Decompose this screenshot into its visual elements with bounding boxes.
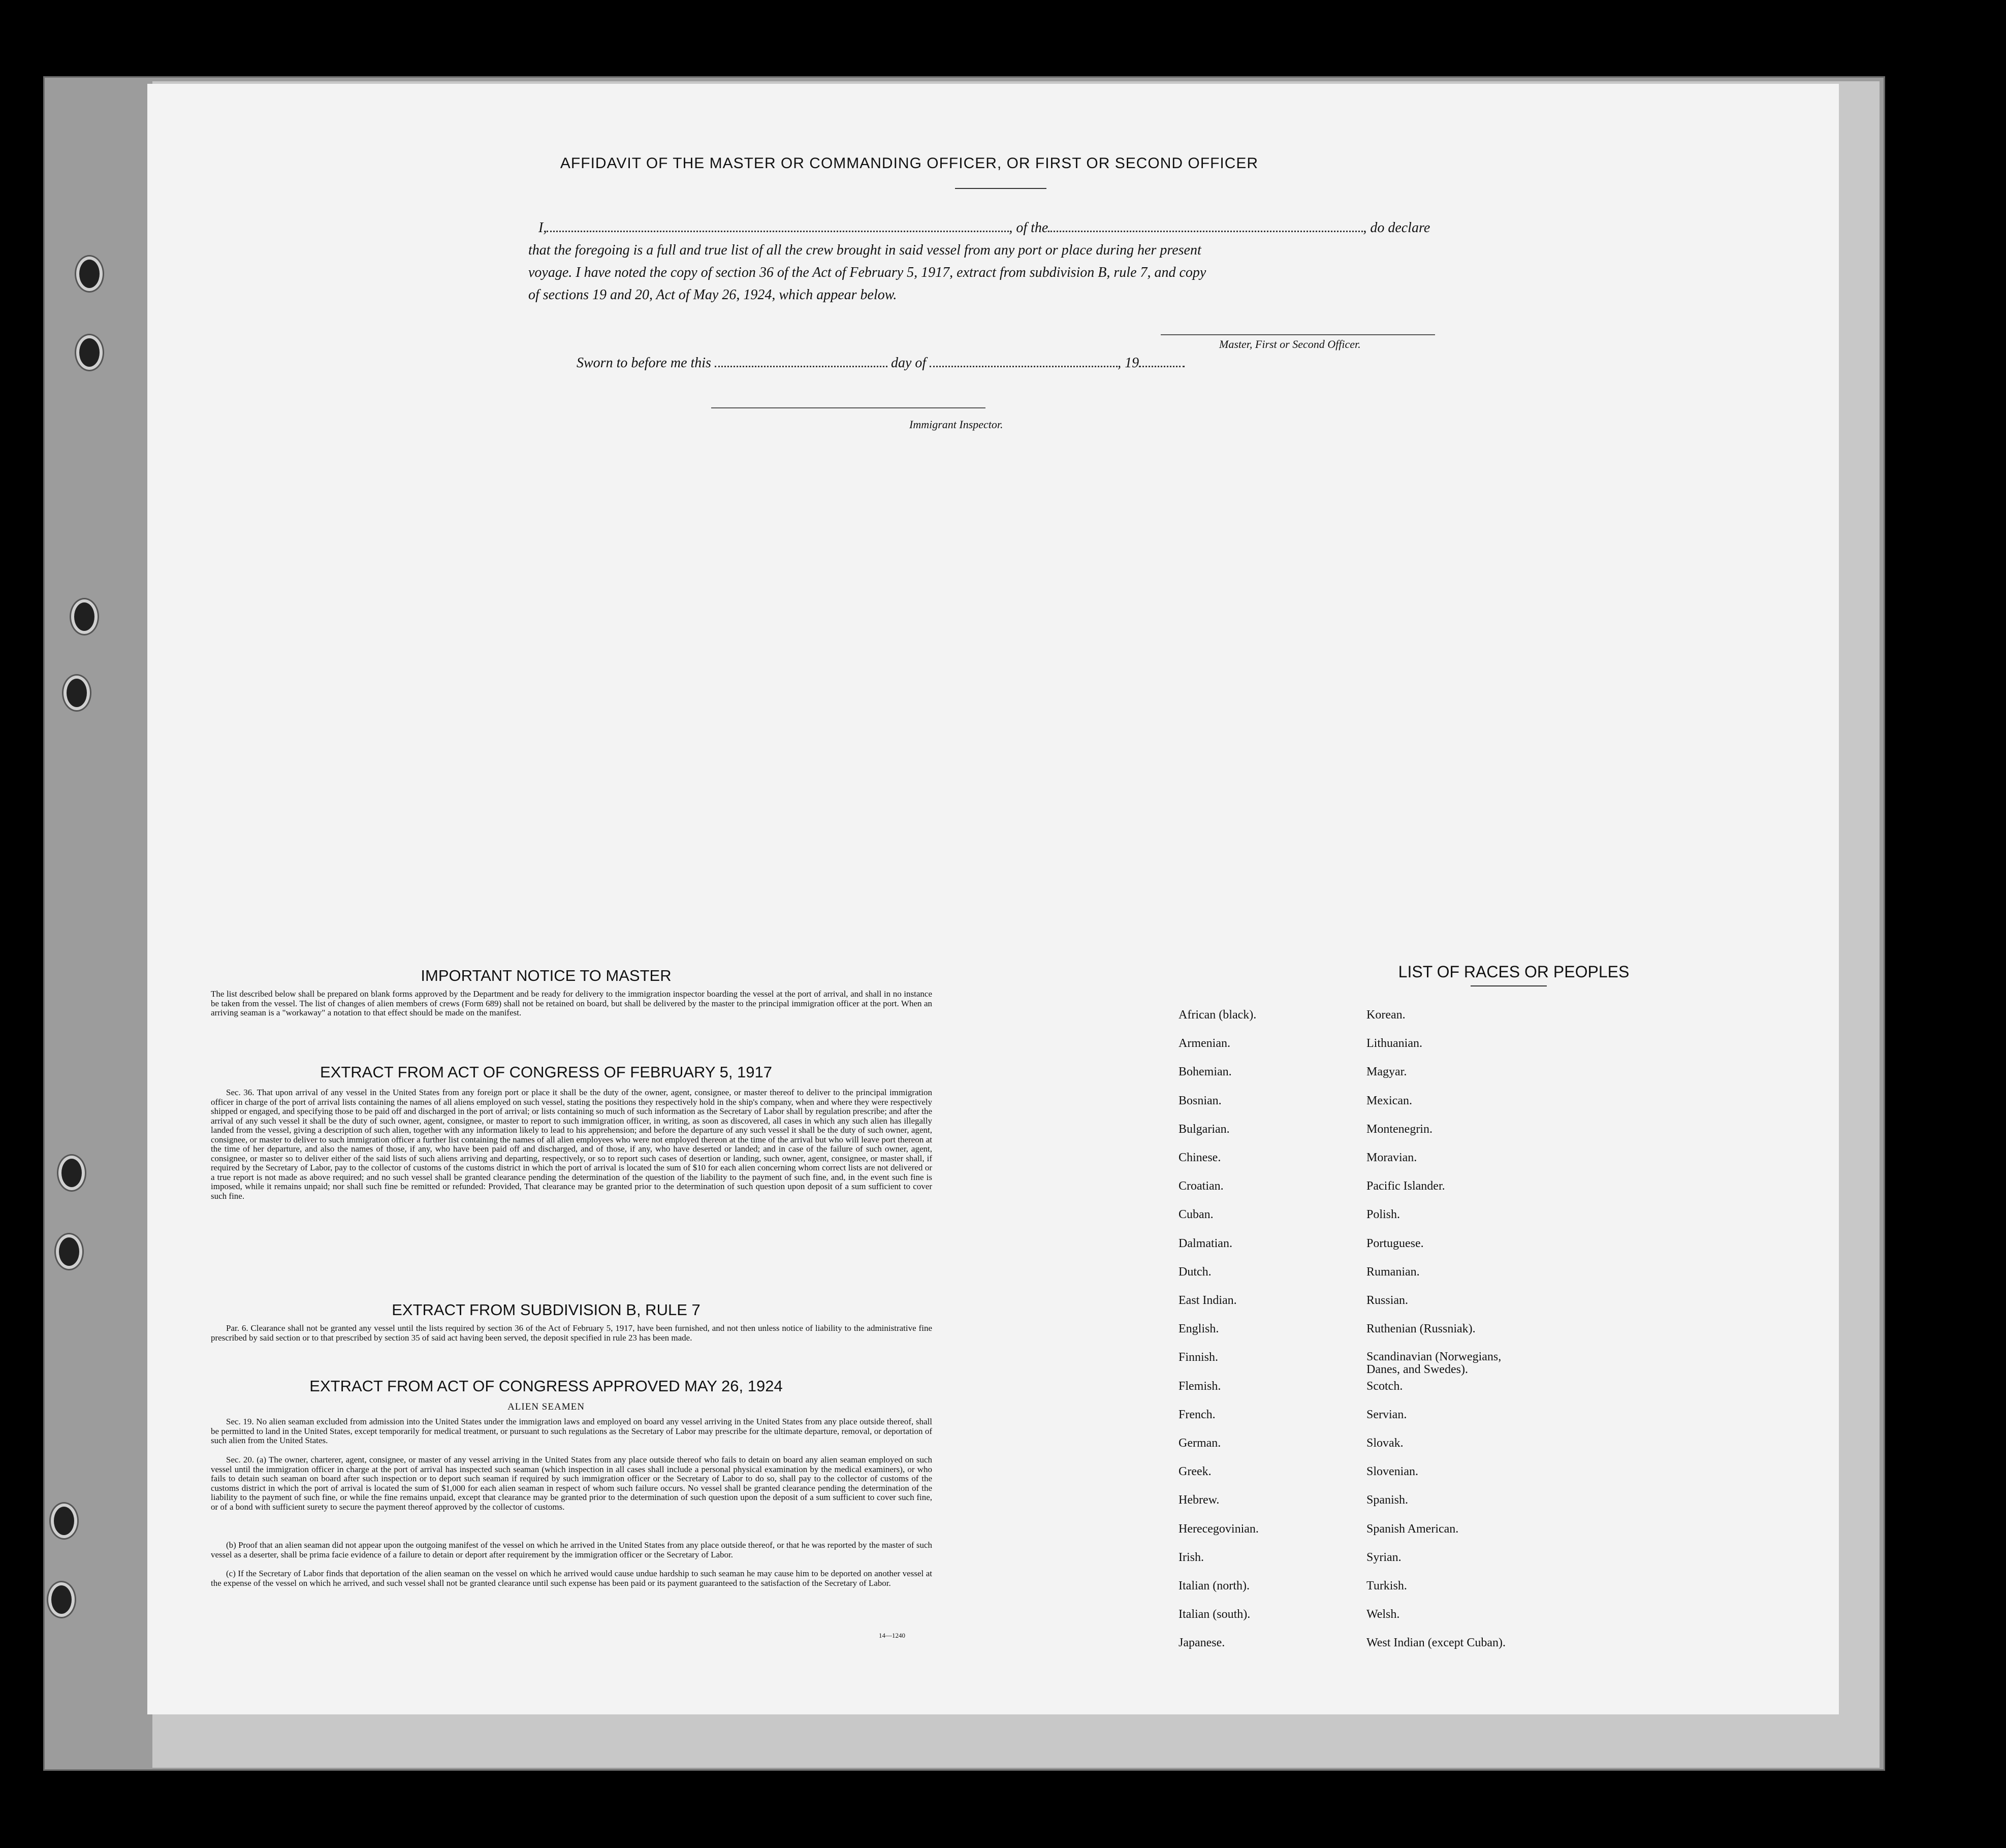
- race-item: Russian.: [1366, 1294, 1409, 1307]
- race-item: Slovak.: [1366, 1437, 1404, 1450]
- race-item: Flemish.: [1179, 1379, 1221, 1393]
- binder-hole-icon: [76, 257, 103, 291]
- race-item: Finnish.: [1179, 1351, 1219, 1364]
- race-item: Slovenian.: [1366, 1465, 1418, 1479]
- inspector-signature-line[interactable]: [711, 407, 985, 408]
- sec20a-body: Sec. 20. (a) The owner, charterer, agent, consignee, or master of any vessel arriving in the United States from any place outside thereof who fails to detain on board any alien seaman employed on such vessel until the immigration officer in charge at the port of arrival has inspected such seaman (which inspection in all cases shall include a personal physical examination by the medical examiners), or who fails to detain such seaman on board after such inspection or to deport such seaman if required by such immigration officer or the Secretary of Labor to do so, shall pay to the collector of customs of the customs district in which the port of arrival is located the sum of $1,000 for each alien seaman in respect of whom such failure occurs. No vessel shall be granted clearance pending the determination of the liability to the payment of such fine, or while the fine remains unpaid, except that clearance may be granted prior to the determination of such question upon the deposit of a sum sufficient to cover such fine, or of a bond with sufficient surety to secure the payment thereof approved by the collector of customs.: [211, 1455, 932, 1512]
- race-item: Bulgarian.: [1179, 1122, 1230, 1136]
- race-item: Spanish American.: [1366, 1522, 1459, 1536]
- year-label: , 19: [1118, 355, 1139, 371]
- sworn-day-field[interactable]: [715, 366, 887, 367]
- race-item: Japanese.: [1179, 1636, 1225, 1650]
- sworn-line: [577, 352, 1185, 374]
- master-label: Master, First or Second Officer.: [1219, 338, 1361, 351]
- race-item: Cuban.: [1179, 1208, 1214, 1222]
- race-item: Mexican.: [1366, 1094, 1412, 1107]
- alien-seamen-subtitle: ALIEN SEAMEN: [507, 1401, 585, 1412]
- race-item: West Indian (except Cuban).: [1366, 1636, 1506, 1650]
- race-item: Herecegovinian.: [1179, 1522, 1259, 1536]
- race-item: Bosnian.: [1179, 1094, 1222, 1107]
- binder-hole-icon: [48, 1582, 75, 1617]
- master-signature-line[interactable]: [1161, 334, 1435, 335]
- race-item: Welsh.: [1366, 1608, 1400, 1621]
- race-item: Italian (north).: [1179, 1579, 1250, 1592]
- race-item: Turkish.: [1366, 1579, 1407, 1592]
- race-item: Moravian.: [1366, 1151, 1417, 1164]
- extract-1917-body: Sec. 36. That upon arrival of any vessel in the United States from any foreign port or place it shall be the duty of the owner, agent, consignee, or master thereof to deliver to the principal immigration officer in charge of the port of arrival lists containing the names of all aliens employed on such vessel, stating the positions they respectively hold in the ship's company, when and where they were respectively shipped or engaged, and specifying those to be paid off and discharged in the port of arrival; or lists containing so much of such information as the Secretary of Labor shall by regulation prescribe; and after the arrival of any such vessel it shall be the duty of such owner, agent, consignee, or master to report to such immigration officer, in writing, as soon as discovered, all cases in which any such alien has illegally landed from the vessel, giving a description of such alien, together with any information likely to lead to his apprehension; and before the departure of any such vessel it shall be the duty of such owner, agent, consignee, or master to deliver to such immigration officer a further list containing the names of all alien employees who were not employed thereon at the time of the arrival but who will leave port thereon at the time of her departure, and also the names of those, if any, who have been paid off and discharged, and of those, if any, who have deserted or landed; and in case of the failure of such owner, agent, consignee, or master so to deliver either of the said lists of such aliens arriving and departing, respectively, or so to report such cases of desertion or landing, such owner, agent, consignee, or master shall, if required by the Secretary of Labor, pay to the collector of customs of the customs district in which the port of arrival is located the sum of $10 for each alien concerning whom correct lists are not delivered or a true report is not made as above required; and no such vessel shall be granted clearance pending the determination of the question of the liability to the payment of such fine, and, in the event such fine is imposed, while it remains unpaid; nor shall such fine be remitted or refunded: Provided, That clearance may be granted prior to the determination of such question upon deposit of a sum sufficient to cover such fine.: [211, 1088, 932, 1201]
- form-page: [147, 84, 1839, 1714]
- affidavit-line-3: voyage. I have noted the copy of section 36 of the Act of February 5, 1917, extract from subdivision B, rule 7, and copy: [528, 265, 1206, 280]
- sworn-year-field[interactable]: [1139, 366, 1185, 367]
- race-item: Ruthenian (Russniak).: [1366, 1322, 1476, 1336]
- race-item: Chinese.: [1179, 1151, 1221, 1164]
- race-item: Polish.: [1366, 1208, 1400, 1222]
- race-item: Croatian.: [1179, 1180, 1224, 1193]
- race-item: Spanish.: [1366, 1493, 1409, 1507]
- race-item: Lithuanian.: [1366, 1037, 1422, 1050]
- affidavit-title: AFFIDAVIT OF THE MASTER OR COMMANDING OFFICER, OR FIRST OR SECOND OFFICER: [560, 155, 1259, 172]
- rule7-title: EXTRACT FROM SUBDIVISION B, RULE 7: [392, 1301, 700, 1319]
- race-item: Italian (south).: [1179, 1608, 1251, 1621]
- affidavit-of-label: , of the: [1009, 220, 1048, 236]
- race-item: Servian.: [1366, 1408, 1407, 1421]
- affidavit-line-4: of sections 19 and 20, Act of May 26, 1924, which appear below.: [528, 287, 897, 303]
- race-item: Pacific Islander.: [1366, 1180, 1445, 1193]
- race-item: Greek.: [1179, 1465, 1212, 1479]
- race-item: Bohemian.: [1179, 1065, 1232, 1079]
- sworn-label: Sworn to before me this: [577, 355, 711, 371]
- extract-1917-title: EXTRACT FROM ACT OF CONGRESS OF FEBRUARY 5, 1917: [320, 1063, 773, 1081]
- race-item: Rumanian.: [1366, 1265, 1420, 1279]
- binder-hole-icon: [63, 676, 90, 710]
- binder-hole-icon: [51, 1504, 77, 1538]
- race-item: Montenegrin.: [1366, 1122, 1432, 1136]
- notice-body: The list described below shall be prepared on blank forms approved by the Department and be ready for delivery to the immigration inspector boarding the vessel at the port of arrival, and shall in no instance be taken from the vessel. The list of changes of alien members of crews (Form 689) shall not be retained on board, but shall be delivered by the master to the principal immigration officer at the port. When an arriving seaman is a "workaway" a notation to that effect should be made on the manifest.: [211, 989, 932, 1017]
- name-field[interactable]: [547, 231, 1009, 232]
- race-item: Korean.: [1366, 1008, 1406, 1022]
- sec20b-body: (b) Proof that an alien seaman did not appear upon the outgoing manifest of the vessel on which he arrived in the United States from any place outside thereof, or that he was reported by the master of such vessel as a deserter, shall be prima facie evidence of a failure to detain or deport after requirement by the immigration officer or the Secretary of Labor.: [211, 1540, 932, 1559]
- race-item: Scandinavian (Norwegians, Danes, and Swedes).: [1366, 1350, 1502, 1377]
- affidavit-line-2: that the foregoing is a full and true list of all the crew brought in said vessel from any port or place during her present: [528, 242, 1201, 258]
- race-item: Scotch.: [1366, 1379, 1403, 1393]
- race-item: Portuguese.: [1366, 1236, 1424, 1250]
- sec20c-body: (c) If the Secretary of Labor finds that deportation of the alien seaman on the vessel on which he arrived would cause undue hardship to such seaman he may cause him to be deported on another vessel at the expense of the vessel on which he arrived, and such vessel shall not be granted clearance until such expense has been paid or its payment guaranteed to the satisfaction of the Secretary of Labor.: [211, 1569, 932, 1588]
- affidavit-declare-label: , do declare: [1363, 220, 1430, 236]
- binder-hole-icon: [71, 599, 98, 634]
- notice-title: IMPORTANT NOTICE TO MASTER: [421, 967, 672, 984]
- sec19-body: Sec. 19. No alien seaman excluded from admission into the United States under the immigration laws and employed on board any vessel arriving in the United States from any place outside thereof, shall be permitted to land in the United States, except temporarily for medical treatment, or pursuant to such regulations as the Secretary of Labor may prescribe for the ultimate departure, removal, or deportation of such alien from the United States.: [211, 1417, 932, 1445]
- race-item: Armenian.: [1179, 1037, 1230, 1050]
- race-item: Irish.: [1179, 1550, 1204, 1564]
- race-item: English.: [1179, 1322, 1219, 1336]
- extract-1924-title: EXTRACT FROM ACT OF CONGRESS APPROVED MAY 26, 1924: [309, 1377, 783, 1395]
- race-item: East Indian.: [1179, 1294, 1237, 1307]
- inspector-label: Immigrant Inspector.: [909, 418, 1003, 431]
- form-number: 14—1240: [879, 1632, 905, 1639]
- sworn-month-field[interactable]: [930, 366, 1118, 367]
- races-title-underline: [1471, 985, 1547, 986]
- race-item: Magyar.: [1366, 1065, 1407, 1079]
- binder-hole-icon: [76, 335, 103, 370]
- race-item: French.: [1179, 1408, 1216, 1421]
- binder-hole-icon: [56, 1234, 82, 1269]
- race-item: Dutch.: [1179, 1265, 1212, 1279]
- race-item: African (black).: [1179, 1008, 1257, 1022]
- races-title: LIST OF RACES OR PEOPLES: [1398, 963, 1630, 981]
- rule7-body: Par. 6. Clearance shall not be granted any vessel until the lists required by section 36 of the Act of February 5, 1917, have been furnished, and not then unless notice of liability to the administrative fine prescribed by said section or to that prescribed by section 35 of said act having been served, the deposit specified in rule 23 has been made.: [211, 1323, 932, 1343]
- race-item: Hebrew.: [1179, 1493, 1220, 1507]
- title-underline: [955, 188, 1046, 189]
- race-item: Dalmatian.: [1179, 1236, 1232, 1250]
- day-of-label: day of: [890, 355, 927, 371]
- affidavit-i-label: I,: [538, 220, 547, 236]
- race-item: Syrian.: [1366, 1550, 1402, 1564]
- binder-hole-icon: [58, 1156, 85, 1190]
- vessel-field[interactable]: [1048, 231, 1363, 232]
- race-item: German.: [1179, 1437, 1221, 1450]
- affidavit-line-1: [538, 217, 1626, 239]
